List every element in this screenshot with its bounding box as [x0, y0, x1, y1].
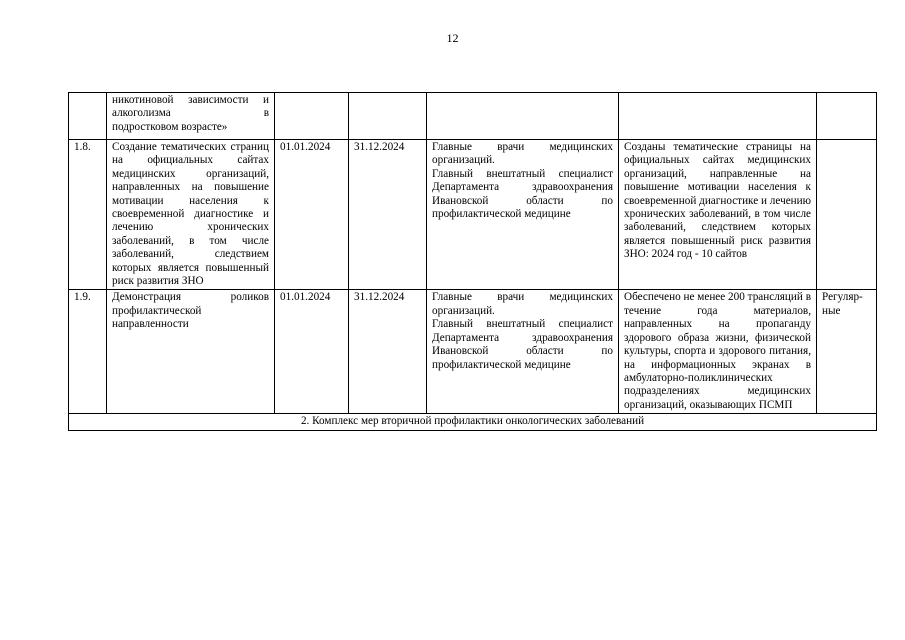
cell-result: Созданы тематические страницы на официальных сайтах медицинских организаций, направленные на повышение мотивации населения к своевременной диагностике и лечению хронических заболеваний, в том числе заболеваний, следствием которых является повышенный риск развития ЗНО: 2024 год - 10 сайтов [619, 140, 817, 290]
page-number: 12 [446, 31, 459, 45]
cell-start: 01.01.2024 [275, 140, 349, 290]
section-heading-row [69, 414, 877, 430]
cell-end: 31.12.2024 [349, 290, 427, 414]
cell-end [349, 93, 427, 140]
cell-result [619, 93, 817, 140]
cell-number: 1.8. [69, 140, 107, 290]
event-line: подростковом возрасте» [112, 120, 228, 133]
cell-event: Создание тематических страниц на официальных сайтах медицинских организаций, направленных на повышение мотивации населения к своевременной диагностике и лечению хронических заболеваний, в том числе заболеваний, следствием которых является повышенный риск развития ЗНО [107, 140, 275, 290]
cell-number: 1.9. [69, 290, 107, 414]
table-row [69, 290, 877, 414]
cell-end: 31.12.2024 [349, 140, 427, 290]
event-line: никотиновой зависимости и [112, 94, 269, 106]
responsible-text: Главные врачи медицинских организаций. [432, 291, 613, 317]
cell-start [275, 93, 349, 140]
cell-note: Регуляр-ные [817, 290, 877, 414]
cell-responsible [427, 140, 619, 290]
cell-number [69, 93, 107, 140]
section-heading: 2. Комплекс мер вторичной профилактики онкологических заболеваний [69, 414, 877, 430]
cell-note [817, 93, 877, 140]
table-row-continuation [69, 93, 877, 140]
cell-note [817, 140, 877, 290]
cell-responsible [427, 93, 619, 140]
responsible-text: Главный внештатный специалист Департамента здравоохранения Ивановской области по профилактической медицине [432, 318, 613, 371]
cell-event [107, 93, 275, 140]
cell-result: Обеспечено не менее 200 трансляций в течение года материалов, направленных на пропаганду здорового образа жизни, физической культуры, спорта и здорового питания, на информационных экранах в амбулаторно-поликлинических подразделениях медицинских организаций, оказывающих ПСМП [619, 290, 817, 414]
responsible-text: Главные врачи медицинских организаций. [432, 141, 613, 167]
event-line: алкоголизма в [112, 107, 269, 120]
cell-responsible [427, 290, 619, 414]
table-row [69, 140, 877, 290]
cell-start: 01.01.2024 [275, 290, 349, 414]
measures-table [68, 92, 877, 431]
responsible-text: Главный внештатный специалист Департамента здравоохранения Ивановской области по профилактической медицине [432, 167, 613, 221]
cell-event: Демонстрация роликов профилактической направленности [107, 290, 275, 414]
